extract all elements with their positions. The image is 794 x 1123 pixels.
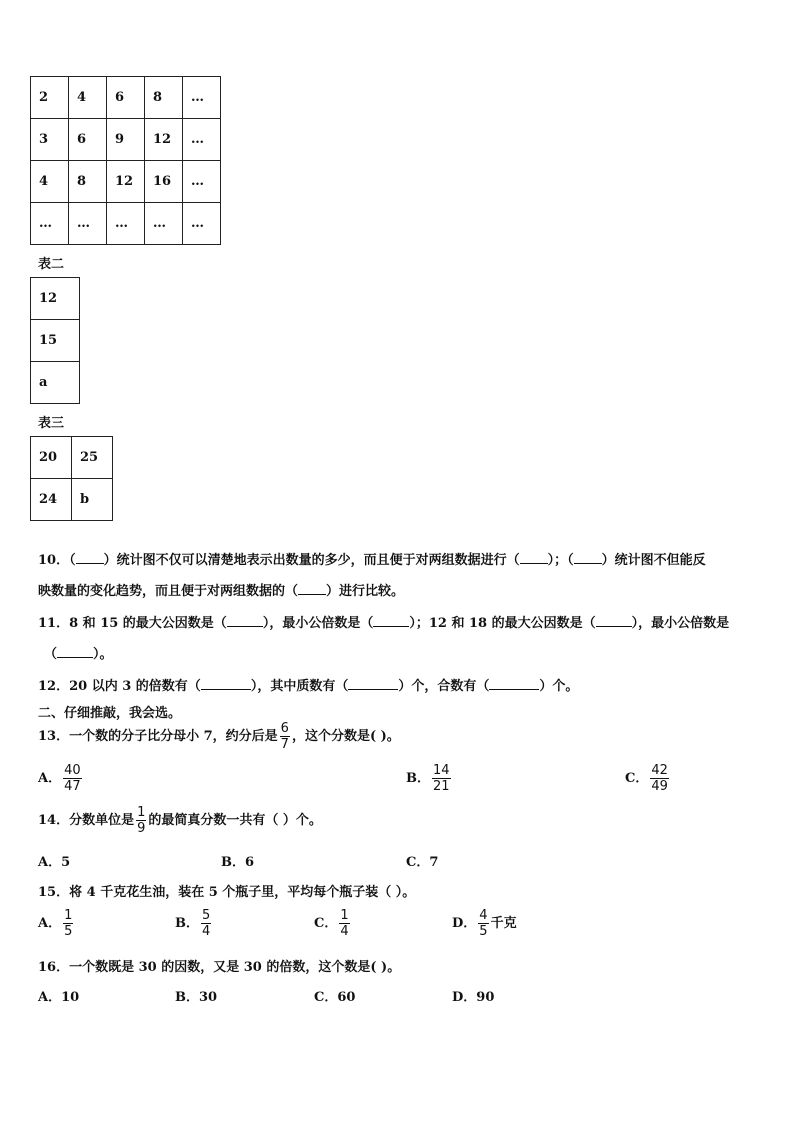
option-c[interactable] xyxy=(625,763,671,794)
fraction xyxy=(478,908,488,939)
fraction xyxy=(339,908,349,939)
option-label: A． xyxy=(38,916,62,931)
question-16: 16．一个数既是 30 的因数，又是 30 的倍数，这个数是( )。 xyxy=(38,960,401,975)
table-row xyxy=(31,278,80,320)
table-row xyxy=(31,161,221,203)
fraction-numerator: 1 xyxy=(137,805,146,820)
fraction-numerator: 14 xyxy=(433,763,450,778)
fraction xyxy=(136,805,146,836)
fraction xyxy=(201,908,211,939)
answer-blank[interactable] xyxy=(348,689,398,690)
table-cell: a xyxy=(31,362,80,404)
table-cell: 6 xyxy=(107,77,145,119)
answer-blank[interactable] xyxy=(57,657,93,658)
table-cell: 4 xyxy=(69,77,107,119)
option-b[interactable]: B．30 xyxy=(175,990,218,1005)
fraction-denominator: 49 xyxy=(651,779,668,794)
table-cell: … xyxy=(107,203,145,245)
question-text: ），其中质数有（ xyxy=(250,679,349,694)
option-d[interactable] xyxy=(452,908,517,939)
question-text: 映数量的变化趋势，而且便于对两组数据的（ xyxy=(38,584,299,599)
table-cell: b xyxy=(72,479,113,521)
fraction xyxy=(63,908,73,939)
fraction-numerator: 5 xyxy=(202,908,211,923)
table-cell: 16 xyxy=(145,161,183,203)
fraction-denominator: 5 xyxy=(64,924,73,939)
option-b[interactable]: B．6 xyxy=(221,855,255,870)
answer-blank[interactable] xyxy=(227,626,263,627)
option-a[interactable] xyxy=(38,763,84,794)
table-cell: 24 xyxy=(31,479,72,521)
answer-blank[interactable] xyxy=(520,563,548,564)
question-text: 14．分数单位是 xyxy=(38,813,135,828)
option-label: A． xyxy=(38,771,62,786)
question-10-line-1 xyxy=(38,549,706,568)
answer-blank[interactable] xyxy=(574,563,602,564)
option-a[interactable] xyxy=(38,908,75,939)
answer-blank[interactable] xyxy=(201,689,251,690)
option-label: D． xyxy=(452,916,477,931)
table-caption: 表二 xyxy=(38,257,65,272)
table-row xyxy=(31,320,80,362)
table-row xyxy=(31,437,113,479)
option-a[interactable]: A．5 xyxy=(38,855,71,870)
fraction-denominator: 7 xyxy=(280,737,289,752)
question-text: 10．（ xyxy=(38,553,76,568)
fraction xyxy=(432,763,451,794)
option-b[interactable] xyxy=(175,908,213,939)
question-14 xyxy=(38,805,322,836)
table-cell: … xyxy=(183,203,221,245)
answer-blank[interactable] xyxy=(373,626,409,627)
table-row xyxy=(31,203,221,245)
fraction-denominator: 5 xyxy=(479,924,488,939)
fraction xyxy=(63,763,82,794)
fraction-denominator: 4 xyxy=(340,924,349,939)
section-heading: 二、仔细推敲，我会选。 xyxy=(38,706,182,721)
fraction-numerator: 42 xyxy=(651,763,668,778)
fraction-numerator: 40 xyxy=(64,763,81,778)
question-10-line-2 xyxy=(38,580,404,599)
fraction-numerator: 4 xyxy=(479,908,488,923)
question-12 xyxy=(38,675,578,694)
answer-blank[interactable] xyxy=(489,689,539,690)
table-cell: 15 xyxy=(31,320,80,362)
table-caption: 表三 xyxy=(38,416,65,431)
question-text: 12．20 以内 3 的倍数有（ xyxy=(38,679,201,694)
option-c[interactable]: C．60 xyxy=(314,990,356,1005)
question-text: 13．一个数的分子比分母小 7，约分后是 xyxy=(38,729,278,744)
question-text: ）；12 和 18 的最大公因数是（ xyxy=(409,616,596,631)
option-c[interactable]: C．7 xyxy=(406,855,439,870)
fraction-numerator: 1 xyxy=(340,908,349,923)
table-row xyxy=(31,77,221,119)
question-text: （ xyxy=(44,647,58,662)
question-text: ）。 xyxy=(93,647,113,662)
table-row xyxy=(31,362,80,404)
question-text: 的最简真分数一共有（ ）个。 xyxy=(148,813,322,828)
answer-blank[interactable] xyxy=(76,563,104,564)
table-row xyxy=(31,479,113,521)
fraction-denominator: 21 xyxy=(433,779,450,794)
fraction-numerator: 6 xyxy=(280,721,289,736)
fraction-denominator: 47 xyxy=(64,779,81,794)
fraction xyxy=(650,763,669,794)
question-text: ），最小公倍数是（ xyxy=(262,616,374,631)
option-label: C． xyxy=(314,916,338,931)
table-cell: 4 xyxy=(31,161,69,203)
table-cell: 9 xyxy=(107,119,145,161)
answer-blank[interactable] xyxy=(298,594,326,595)
table-cell: … xyxy=(69,203,107,245)
table-cell: 12 xyxy=(107,161,145,203)
question-11-line-2 xyxy=(44,643,113,662)
option-c[interactable] xyxy=(314,908,352,939)
table-cell: 8 xyxy=(69,161,107,203)
question-11-line-1 xyxy=(38,612,729,631)
table-cell: … xyxy=(183,161,221,203)
question-text: ），最小公倍数是 xyxy=(631,616,730,631)
table-cell: 8 xyxy=(145,77,183,119)
table-two xyxy=(30,277,80,404)
question-text: ，这个分数是( )。 xyxy=(291,729,400,744)
question-15: 15．将 4 千克花生油，装在 5 个瓶子里，平均每个瓶子装（ ）。 xyxy=(38,885,416,900)
answer-blank[interactable] xyxy=(596,626,632,627)
fraction-denominator: 9 xyxy=(137,821,146,836)
question-text: ）个。 xyxy=(539,679,579,694)
question-text: 11．8 和 15 的最大公因数是（ xyxy=(38,616,227,631)
multiples-table xyxy=(30,76,221,245)
table-three xyxy=(30,436,113,521)
table-cell: 6 xyxy=(69,119,107,161)
question-text: ）；（ xyxy=(547,553,574,568)
option-label: B． xyxy=(406,771,430,786)
table-cell: 2 xyxy=(31,77,69,119)
table-cell: 20 xyxy=(31,437,72,479)
table-cell: 12 xyxy=(31,278,80,320)
table-cell: … xyxy=(145,203,183,245)
question-text: ）统计图不但能反 xyxy=(601,553,706,568)
fraction xyxy=(280,721,290,752)
option-label: C． xyxy=(625,771,649,786)
option-unit: 千克 xyxy=(490,916,517,931)
table-cell: 25 xyxy=(72,437,113,479)
question-13 xyxy=(38,721,400,752)
table-cell: 12 xyxy=(145,119,183,161)
fraction-denominator: 4 xyxy=(202,924,211,939)
option-b[interactable] xyxy=(406,763,453,794)
table-cell: … xyxy=(183,77,221,119)
fraction-numerator: 1 xyxy=(64,908,73,923)
option-a[interactable]: A．10 xyxy=(38,990,80,1005)
question-text: ）个，合数有（ xyxy=(398,679,490,694)
table-row xyxy=(31,119,221,161)
table-cell: 3 xyxy=(31,119,69,161)
question-text: ）进行比较。 xyxy=(326,584,405,599)
option-d[interactable]: D．90 xyxy=(452,990,495,1005)
table-cell: … xyxy=(183,119,221,161)
table-cell: … xyxy=(31,203,69,245)
question-text: ）统计图不仅可以清楚地表示出数量的多少，而且便于对两组数据进行（ xyxy=(103,553,520,568)
option-label: B． xyxy=(175,916,199,931)
